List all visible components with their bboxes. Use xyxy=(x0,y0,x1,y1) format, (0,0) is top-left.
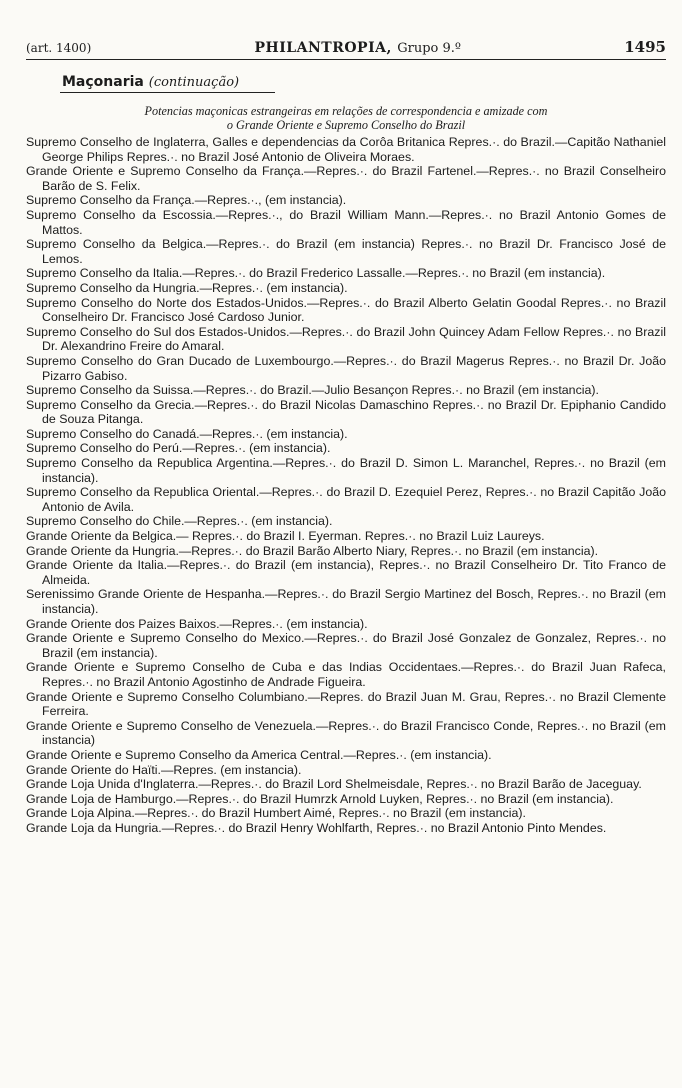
correspondence-list xyxy=(26,135,666,836)
title-underline xyxy=(60,92,275,93)
list-item: Supremo Conselho do Sul dos Estados-Unidos.—Repres.·. do Brazil John Quincey Adam Fellow Repres.·. no Brazil Dr. Alexandrino Freire do Amaral. xyxy=(26,324,666,354)
group-label: Grupo 9.º xyxy=(397,41,462,56)
list-item: Supremo Conselho do Canadá.—Repres.·. (em instancia). xyxy=(26,426,348,441)
list-heading-line: Potencias maçonicas estrangeiras em relações de correspondencia e amizade com xyxy=(144,104,548,118)
list-item: Supremo Conselho da Republica Argentina.—Repres.·. do Brazil D. Simon L. Maranchel, Repres.·. no Brazil (em instancia). xyxy=(26,456,666,485)
section-title-main: Maçonaria xyxy=(62,74,144,90)
list-item: Grande Loja Alpina.—Repres.·. do Brazil Humbert Aimé, Repres.·. no Brazil (em instancia). xyxy=(26,806,526,821)
journal-name: PHILANTROPIA, xyxy=(254,40,392,56)
list-item: Grande Loja Unida d'Inglaterra.—Repres.·. do Brazil Lord Shelmeisdale, Repres.·. no Brazil Barão de Jaceguay. xyxy=(26,777,642,792)
list-item: Grande Oriente do Haïti.—Repres. (em instancia). xyxy=(26,762,302,777)
list-item: Supremo Conselho da França.—Repres.·., (em instancia). xyxy=(26,193,347,208)
list-item: Grande Oriente e Supremo Conselho da França.—Repres.·. do Brazil Fartenel.—Repres.·. no Brazil Conselheiro Barão de S. Felix. xyxy=(26,164,666,193)
document-page xyxy=(26,38,666,836)
list-item: Supremo Conselho do Chile.—Repres.·. (em instancia). xyxy=(26,514,333,529)
list-item: Grande Oriente e Supremo Conselho Columbiano.—Repres. do Brazil Juan M. Grau, Repres.·. no Brazil Clemente Ferreira. xyxy=(26,689,666,719)
list-item: Grande Oriente e Supremo Conselho de Venezuela.—Repres.·. do Brazil Francisco Conde, Repres.·. no Brazil (em instancia) xyxy=(26,718,666,748)
list-item: Serenissimo Grande Oriente de Hespanha.—Repres.·. do Brazil Sergio Martinez del Bosch, Repres.·. no Brazil (em instancia). xyxy=(26,587,666,616)
list-item: Supremo Conselho da Suissa.—Repres.·. do Brazil.—Julio Besançon Repres.·. no Brazil (em instancia). xyxy=(26,383,599,398)
list-item: Supremo Conselho da Grecia.—Repres.·. do Brazil Nicolas Damaschino Repres.·. no Brazil Dr. Epiphanio Candido de Souza Pitanga. xyxy=(26,397,666,427)
list-item: Grande Loja da Hungria.—Repres.·. do Brazil Henry Wohlfarth, Repres.·. no Brazil Antonio Pinto Mendes. xyxy=(26,820,607,835)
running-title xyxy=(254,40,461,56)
list-item: Supremo Conselho do Norte dos Estados-Unidos.—Repres.·. do Brazil Alberto Gelatin Goodal Repres.·. no Brazil Conselheiro Dr. Francisco José Cardoso Junior. xyxy=(26,295,666,325)
section-title-sub: (continuação) xyxy=(148,75,240,90)
list-item: Supremo Conselho do Perú.—Repres.·. (em instancia). xyxy=(26,441,331,456)
list-item: Supremo Conselho da Belgica.—Repres.·. do Brazil (em instancia) Repres.·. no Brazil Dr. Francisco José de Lemos. xyxy=(26,237,666,266)
list-item: Supremo Conselho de Inglaterra, Galles e dependencias da Corôa Britanica Repres.·. do Brazil.—Capitão Nathaniel George Philips Repres.·. no Brazil José Antonio de Oliveira Moraes. xyxy=(26,135,666,164)
article-reference: (art. 1400) xyxy=(26,41,92,55)
list-item: Grande Oriente da Belgica.— Repres.·. do Brazil I. Eyerman. Repres.·. no Brazil Luiz Laureys. xyxy=(26,529,545,544)
list-item: Supremo Conselho da Escossia.—Repres.·., do Brazil William Mann.—Repres.·. no Brazil Antonio Gomes de Mattos. xyxy=(26,207,666,237)
list-item: Supremo Conselho da Hungria.—Repres.·. (em instancia). xyxy=(26,280,348,295)
section-title xyxy=(62,74,666,90)
list-item: Grande Oriente da Italia.—Repres.·. do Brazil (em instancia), Repres.·. no Brazil Conselheiro Dr. Tito Franco de Almeida. xyxy=(26,558,666,587)
list-item: Supremo Conselho do Gran Ducado de Luxembourgo.—Repres.·. do Brazil Magerus Repres.·. no Brazil Dr. João Pizarro Gabiso. xyxy=(26,353,666,383)
list-item: Grande Oriente dos Paizes Baixos.—Repres.·. (em instancia). xyxy=(26,616,368,631)
list-item: Grande Oriente e Supremo Conselho do Mexico.—Repres.·. do Brazil José Gonzalez de Gonzalez, Repres.·. no Brazil (em instancia). xyxy=(26,631,666,660)
list-item: Grande Oriente e Supremo Conselho de Cuba e das Indias Occidentaes.—Repres.·. do Brazil Juan Rafeca, Repres.·. no Brazil Antonio Agostinho de Andrade Figueira. xyxy=(26,660,666,689)
list-item: Supremo Conselho da Italia.—Repres.·. do Brazil Frederico Lassalle.—Repres.·. no Brazil (em instancia). xyxy=(26,266,606,281)
list-heading xyxy=(26,105,666,132)
list-item: Grande Oriente da Hungria.—Repres.·. do Brazil Barão Alberto Niary, Repres.·. no Brazil (em instancia). xyxy=(26,543,599,558)
list-item: Grande Oriente e Supremo Conselho da America Central.—Repres.·. (em instancia). xyxy=(26,747,492,762)
list-item: Grande Loja de Hamburgo.—Repres.·. do Brazil Humrzk Arnold Luyken, Repres.·. no Brazil (em instancia). xyxy=(26,791,614,806)
list-heading-line: o Grande Oriente e Supremo Conselho do Brazil xyxy=(226,117,466,132)
page-number: 1495 xyxy=(624,38,666,56)
page-header xyxy=(26,38,666,60)
list-item: Supremo Conselho da Republica Oriental.—Repres.·. do Brazil D. Ezequiel Perez, Repres.·. no Brazil Capitão João Antonio de Avila. xyxy=(26,485,666,514)
